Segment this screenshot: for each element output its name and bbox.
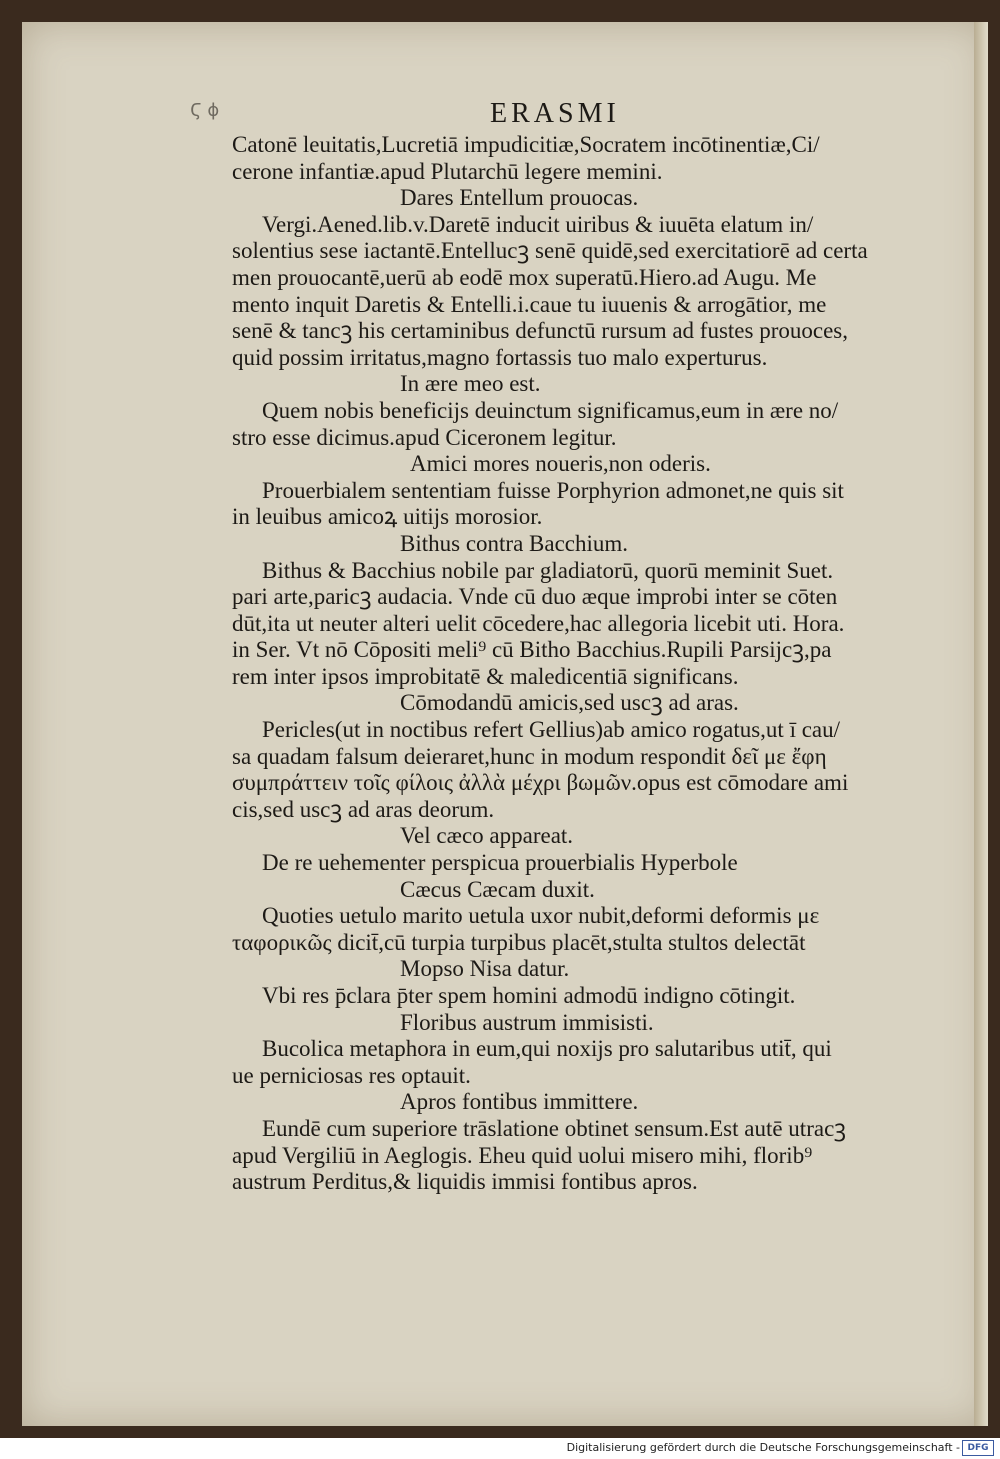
text-line: pari arte,paricꝫ audacia. Vnde cū duo æque improbi inter se cōten [232,584,838,610]
text-line: ταφορικῶς dicit̄,cū turpia turpibus placēt,stulta stultos delectāt [232,929,806,955]
text-line: rem inter ipsos improbitatē & maledicentiā significans. [232,663,739,689]
text-line: Prouerbialem sententiam fuisse Porphyrion admonet,ne quis sit [262,477,844,503]
text-line: Bithus & Bacchius nobile par gladiatorū, quorū meminit Suet. [262,557,834,583]
footer-bar [0,1438,1000,1459]
text-line: ue perniciosas res optauit. [232,1062,471,1088]
text-line: Eundē cum superiore trāslatione obtinet sensum.Est autē utracꝫ [262,1115,847,1141]
text-line: Vergi.Aened.lib.v.Daretē inducit uiribus & iuuēta elatum in/ [262,211,814,237]
text-line: senē & tancꝫ his certaminibus defunctū rursum ad fustes prouoces, [232,318,848,344]
text-line: Catonē leuitatis,Lucretiā impudicitiæ,Socratem incōtinentiæ,Ci/ [232,132,820,157]
text-line: Pericles(ut in noctibus refert Gellius)ab amico rogatus,ut ī cau/ [262,717,841,743]
lemma-heading: Floribus austrum immisisti. [400,1009,654,1035]
lemma-heading: Cæcus Cæcam duxit. [400,876,595,902]
text-line: Bucolica metaphora in eum,qui noxijs pro salutaribus utit̄, qui [262,1036,832,1062]
text-line: De re uehementer perspicua prouerbialis Hyperbole [262,850,738,876]
lemma-heading: Vel cæco appareat. [400,823,574,849]
running-head: ERASMI [490,98,620,129]
text-line: cerone infantiæ.apud Plutarchū legere memini. [232,158,663,184]
text-line: austrum Perditus,& liquidis immisi fontibus apros. [232,1169,698,1195]
text-line: Quem nobis beneficijs deuinctum significamus,eum in ære no/ [262,397,839,423]
text-line: in leuibus amicoꝝ uitijs morosior. [232,504,543,530]
text-line: Vbi res p̄clara p̄ter spem homini admodū indigno cōtingit. [262,983,796,1008]
text-line: in Ser. Vt nō Cōpositi meli⁹ cū Bitho Bacchius.Rupili Parsijcꝫ,pa [232,637,832,663]
digitization-credit: Digitalisierung gefördert durch die Deutsche Forschungsgemeinschaft - [566,1441,960,1454]
text-line: men prouocantē,uerū ab eodē mox superatū.Hiero.ad Augu. Me [232,264,817,290]
text-line: mento inquit Daretis & Entelli.i.caue tu iuuenis & arrogātior, me [232,291,827,317]
lemma-heading: Cōmodandū amicis,sed uscꝫ ad aras. [400,690,739,716]
text-line: quid possim irritatus,magno fortassis tuo malo experturus. [232,344,768,370]
dfg-logo: DFG [962,1440,994,1456]
text-line: dūt,ita ut neuter alteri uelit cōcedere,hac allegoria licebit uti. Hora. [232,610,845,636]
text-line: apud Vergiliū in Aeglogis. Eheu quid uolui misero mihi, florib⁹ [232,1142,813,1168]
text-line: solentius sese iactantē.Entellucꝫ senē quidē,sed exercitatiorē ad certa [232,238,868,264]
page-text-block [232,132,932,1196]
text-line: συμπράττειν τοῖς φίλοις ἀλλὰ μέχρι βωμῶν.opus est cōmodare ami [232,770,849,796]
page-edge [974,22,988,1426]
text-line: cis,sed uscꝫ ad aras deorum. [232,796,495,822]
lemma-heading: Mopso Nisa datur. [400,956,570,982]
text-line: stro esse dicimus.apud Ciceronem legitur. [232,424,617,450]
text-line: sa quadam falsum deieraret,hunc in modum respondit δεῖ με ἔφη [232,743,827,769]
lemma-heading: Bithus contra Bacchium. [400,530,629,556]
lemma-heading: Apros fontibus immittere. [400,1089,639,1115]
signature-marks: Ϛ ϕ [190,100,220,121]
lemma-heading: Dares Entellum prouocas. [400,185,639,211]
lemma-heading: Amici mores noueris,non oderis. [410,451,711,477]
text-line: Quoties uetulo marito uetula uxor nubit,deformi deformis με [262,903,820,929]
lemma-heading: In ære meo est. [400,371,541,397]
